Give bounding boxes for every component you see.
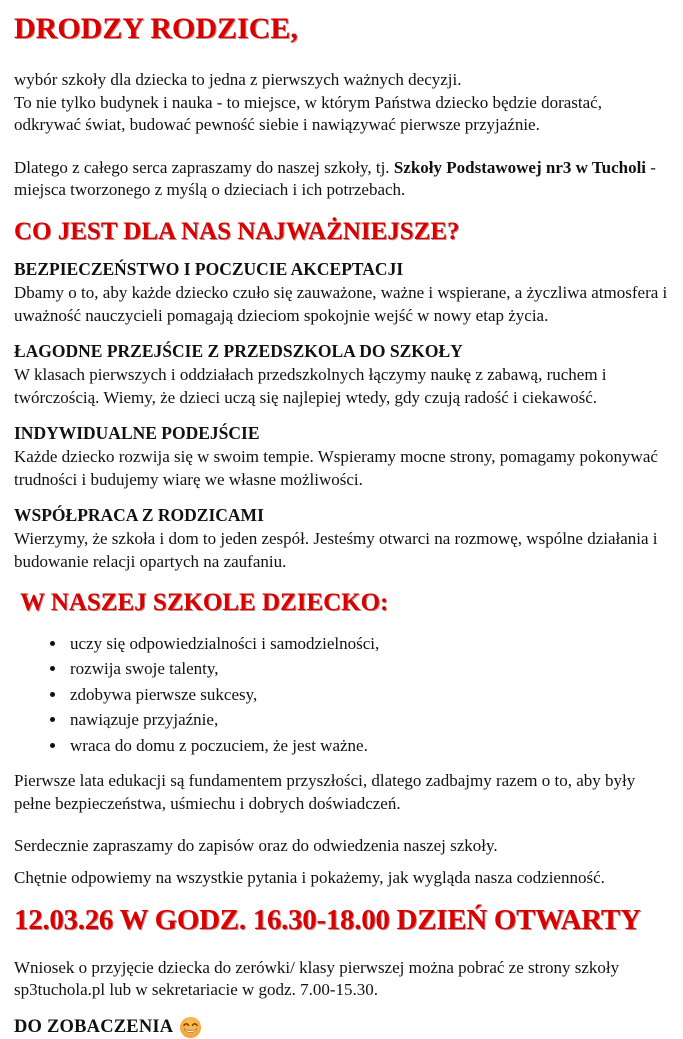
priority-body: Dbamy o to, aby każde dziecko czuło się zauważone, ważne i wspierane, a życzliwa atmosfera i uważność nauczycieli pomagają dzieciom spokojnie wejść w nowy etap życia. bbox=[14, 283, 668, 325]
list-item: • rozwija swoje talenty, bbox=[67, 656, 668, 682]
farewell-line bbox=[14, 1016, 668, 1039]
priority-section-parents bbox=[14, 505, 668, 573]
list-item: • uczy się odpowiedzialności i samodzielności, bbox=[67, 631, 668, 657]
invite-paragraph bbox=[14, 157, 668, 202]
open-day-heading: 12.03.26 W GODZ. 16.30-18.00 DZIEŃ OTWARTY bbox=[14, 904, 641, 936]
priority-body: Każde dziecko rozwija się w swoim tempie. Wspieramy mocne strony, pomagamy pokonywać trudności i budujemy wiarę we własne możliwości. bbox=[14, 447, 658, 489]
farewell-text: DO ZOBACZENIA bbox=[14, 1016, 174, 1037]
school-name: Szkoły Podstawowej nr3 w Tucholi bbox=[393, 157, 647, 177]
priority-title: INDYWIDUALNE PODEJŚCIE bbox=[14, 423, 260, 443]
list-item: • nawiązuje przyjaźnie, bbox=[67, 707, 668, 733]
intro-line-2: To nie tylko budynek i nauka - to miejsce, w którym Państwa dziecko będzie dorastać, odkrywać świat, budować pewność siebie i nawiązywać pierwsze przyjaźnie. bbox=[14, 92, 602, 134]
main-heading: DRODZY RODZICE, bbox=[14, 12, 298, 45]
intro-line-1: wybór szkoły dla dziecka to jedna z pierwszych ważnych decyzji. bbox=[14, 70, 462, 89]
closing-paragraph-2: Serdecznie zapraszamy do zapisów oraz do odwiedzenia naszej szkoły. bbox=[14, 836, 498, 855]
priority-section-individual bbox=[14, 423, 668, 491]
closing-paragraph-1: Pierwsze lata edukacji są fundamentem przyszłości, dlatego zadbajmy razem o to, aby były pełne bezpieczeństwa, uśmiechu i dobrych doświadczeń. bbox=[14, 771, 636, 813]
priority-section-transition bbox=[14, 341, 668, 409]
priorities-heading: CO JEST DLA NAS NAJWAŻNIEJSZE? bbox=[14, 217, 460, 245]
priority-body: W klasach pierwszych i oddziałach przedszkolnych łączymy naukę z zabawą, ruchem i twórczością. Wiemy, że dzieci uczą się najlepiej wtedy, gdy czują radość i ciekawość. bbox=[14, 365, 607, 407]
school-child-heading: W NASZEJ SZKOLE DZIECKO: bbox=[20, 589, 389, 616]
smiling-face-icon bbox=[179, 1016, 202, 1039]
closing-paragraph-3: Chętnie odpowiemy na wszystkie pytania i pokażemy, jak wygląda nasza codzienność. bbox=[14, 867, 605, 887]
child-benefits-list bbox=[14, 631, 668, 759]
priority-title: BEZPIECZEŃSTWO I POCZUCIE AKCEPTACJI bbox=[14, 259, 404, 279]
open-day-details: Wniosek o przyjęcie dziecka do zerówki/ klasy pierwszej można pobrać ze strony szkoły sp3tuchola.pl lub w sekretariacie w godz. 7.00-15.30. bbox=[14, 957, 620, 1000]
priority-title: WSPÓŁPRACA Z RODZICAMI bbox=[14, 505, 264, 525]
list-item: • wraca do domu z poczuciem, że jest ważne. bbox=[67, 733, 668, 759]
priority-body: Wierzymy, że szkoła i dom to jeden zespół. Jesteśmy otwarci na rozmowę, wspólne działania i budowanie relacji opartych na zaufaniu. bbox=[14, 529, 658, 571]
invite-prefix: Dlatego z całego serca zapraszamy do naszej szkoły, tj. bbox=[14, 157, 394, 177]
priority-section-safety bbox=[14, 259, 668, 327]
invite-suffix: -miejsca tworzonego z myślą o dzieciach i ich potrzebach. bbox=[14, 157, 656, 199]
priority-title: ŁAGODNE PRZEJŚCIE Z PRZEDSZKOLA DO SZKOŁY bbox=[14, 341, 463, 361]
list-item: • zdobywa pierwsze sukcesy, bbox=[67, 682, 668, 708]
